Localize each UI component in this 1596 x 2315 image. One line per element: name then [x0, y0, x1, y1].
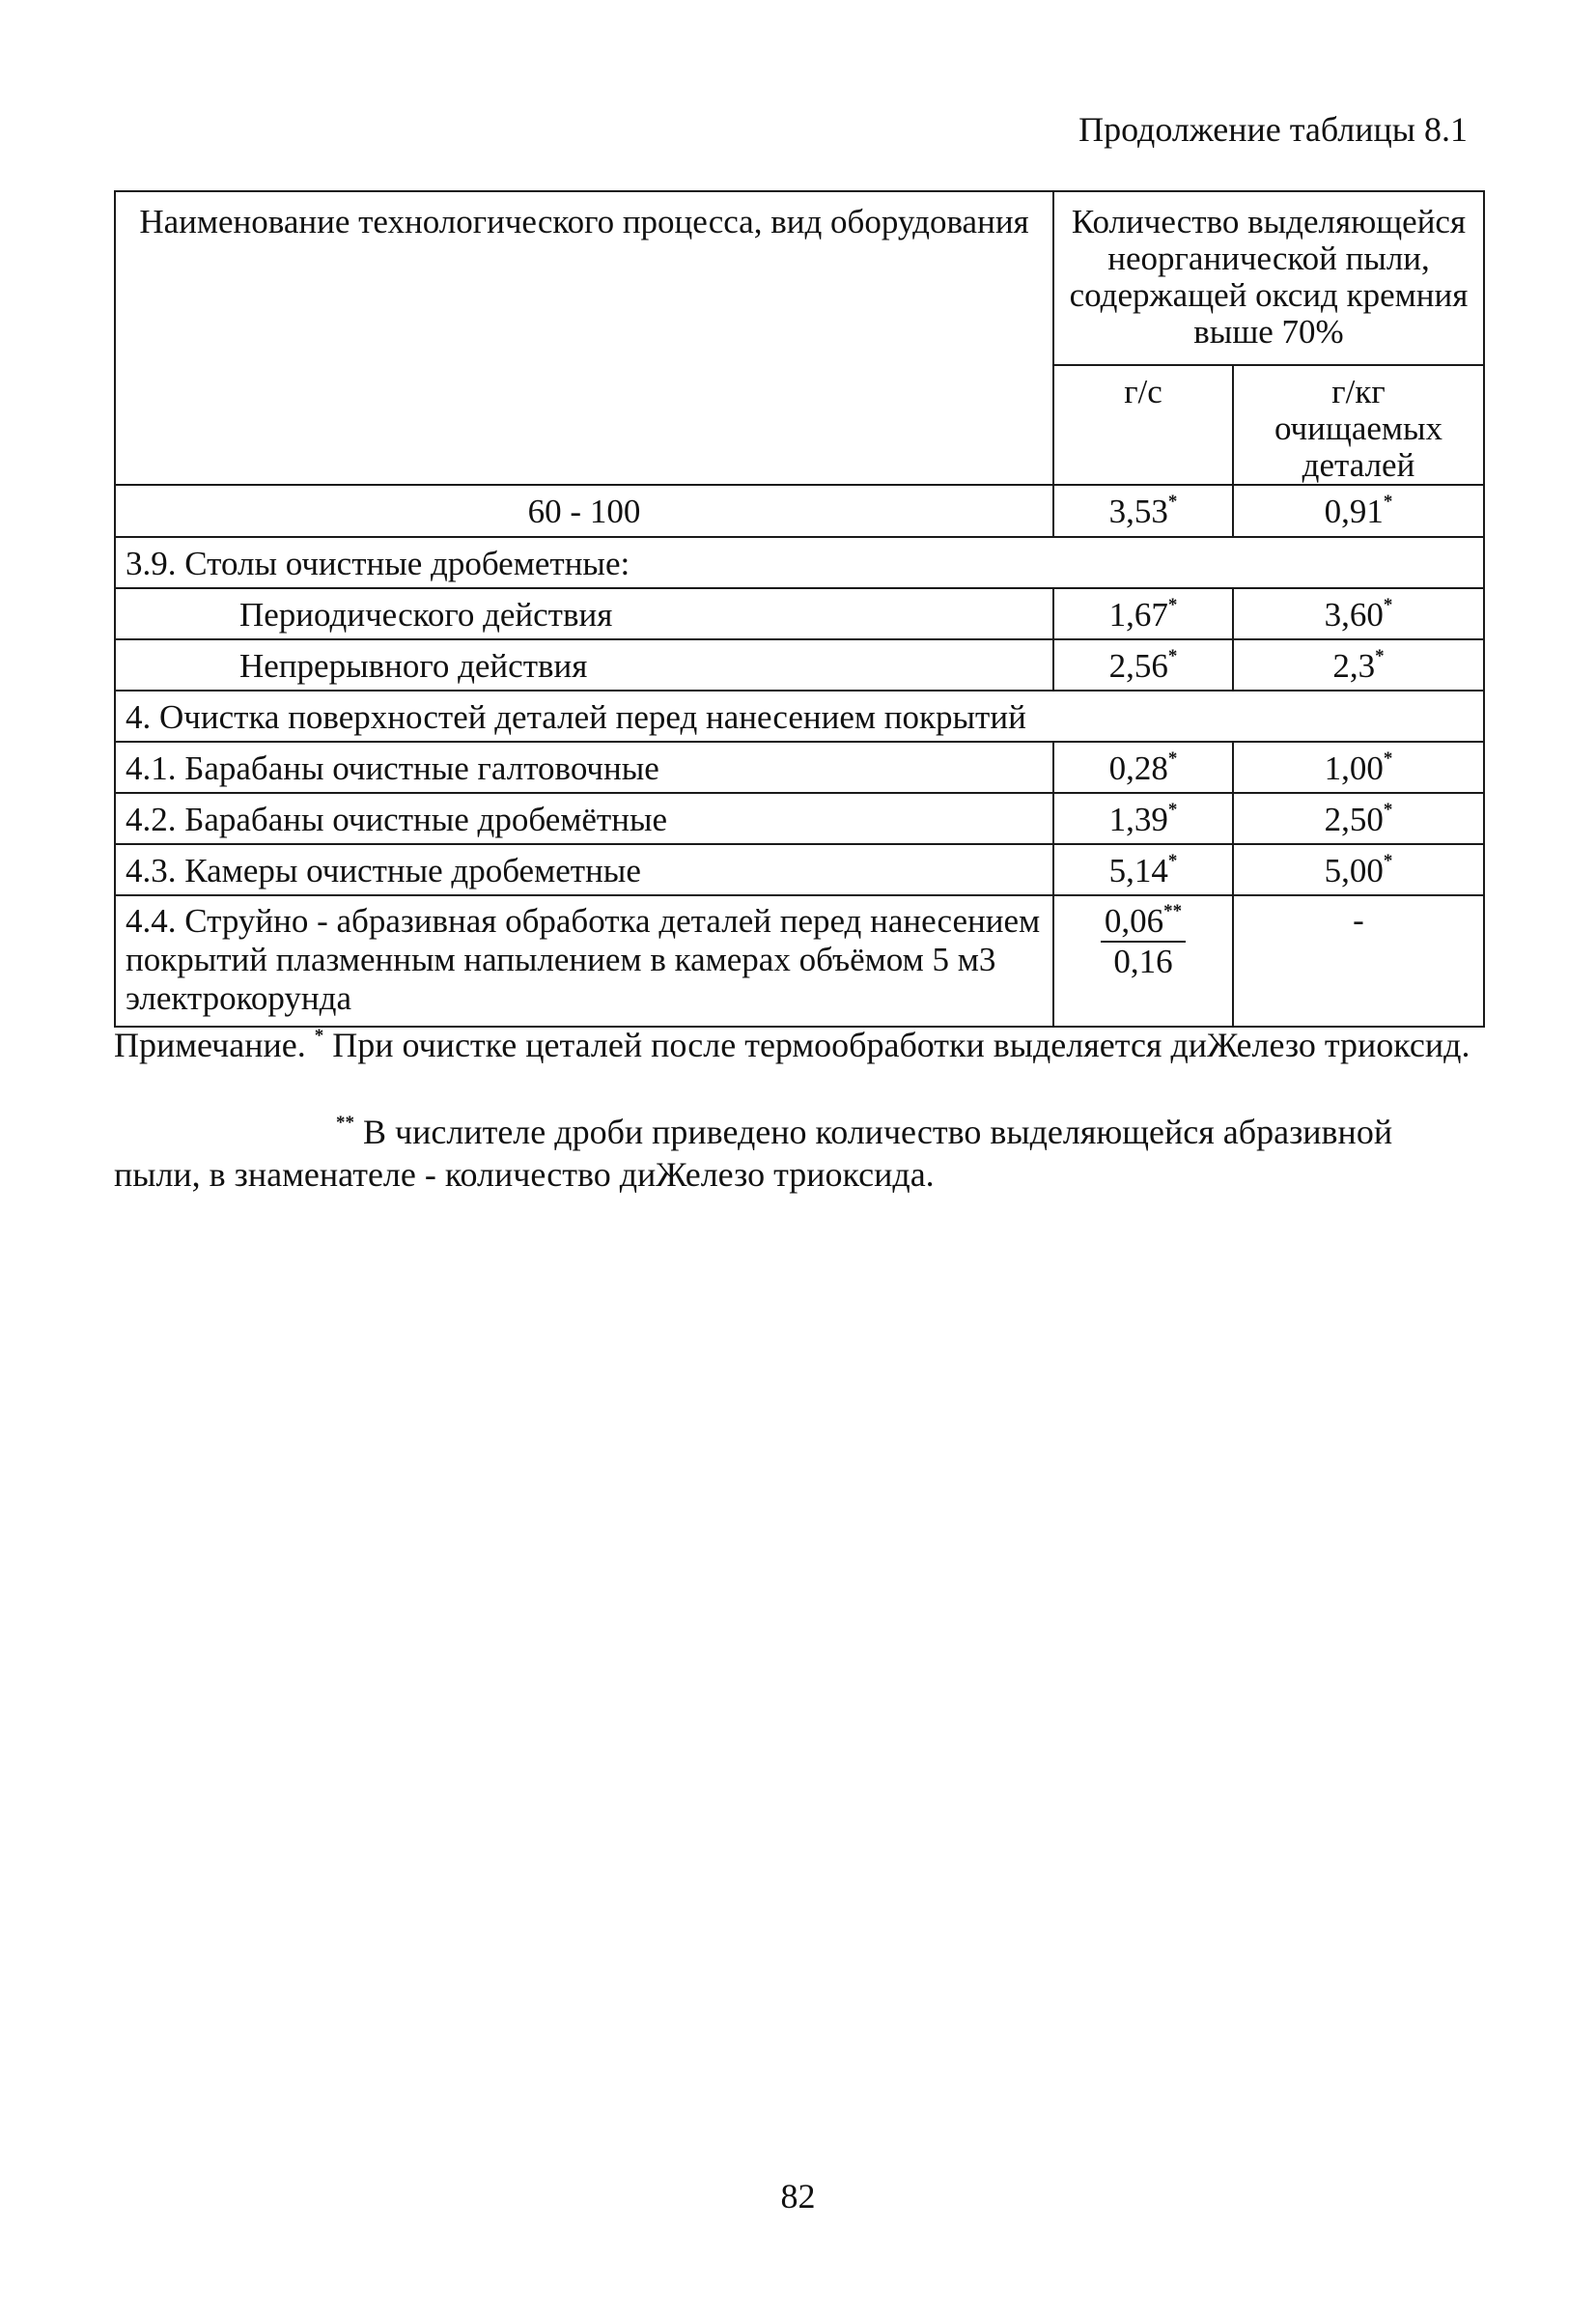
table-row [115, 588, 1484, 639]
row-gkg [1233, 844, 1484, 895]
row-gs [1053, 639, 1233, 691]
fraction-denominator: 0,16 [1113, 943, 1173, 980]
section-title: 3.9. Столы очистные дробеметные: [115, 537, 1484, 588]
row-gs [1053, 844, 1233, 895]
footnote-mark: * [1167, 492, 1178, 512]
fraction [1101, 902, 1186, 981]
table-row [115, 793, 1484, 844]
footnote-mark: * [1383, 748, 1393, 769]
footnote-mark: * [1375, 646, 1385, 666]
row-gs [1053, 485, 1233, 537]
row-gkg [1233, 793, 1484, 844]
row-name: Периодического действия [115, 588, 1053, 639]
footnote-2 [114, 1111, 1483, 1196]
row-name: 4.2. Барабаны очистные дробемётные [115, 793, 1053, 844]
value-text: 5,00 [1324, 852, 1384, 889]
footnote-mark: * [1383, 800, 1393, 820]
footnote-mark: ** [336, 1113, 354, 1133]
table-caption: Продолжение таблицы 8.1 [1078, 110, 1468, 149]
table-section-row [115, 537, 1484, 588]
note-indent [114, 1113, 336, 1151]
footnote-mark: * [1167, 800, 1178, 820]
header-process-name-text: Наименование технологического процесса, вид оборудования [139, 203, 1029, 240]
table-row [115, 639, 1484, 691]
footnote-1 [114, 1024, 1483, 1066]
value-text: 0,06 [1104, 902, 1164, 940]
value-text: 1,00 [1324, 749, 1384, 787]
row-gkg [1233, 639, 1484, 691]
footnote-mark: * [1167, 748, 1178, 769]
note-text: При очистке цеталей после термообработки выделяется диЖелезо триоксид. [332, 1026, 1470, 1064]
header-process-name [115, 191, 1053, 485]
emissions-table [114, 190, 1485, 1028]
row-gkg: - [1233, 895, 1484, 1027]
value-text: 2,3 [1332, 647, 1376, 685]
row-name: Непрерывного действия [115, 639, 1053, 691]
note-prefix: Примечание. [114, 1026, 306, 1064]
row-gs [1053, 793, 1233, 844]
row-name: 4.3. Камеры очистные дробеметные [115, 844, 1053, 895]
footnote-mark: * [1167, 646, 1178, 666]
value-text: 3,60 [1324, 596, 1384, 634]
value-text: 2,56 [1108, 647, 1168, 685]
row-gkg [1233, 742, 1484, 793]
value-text: 2,50 [1324, 801, 1384, 838]
page-number: 82 [780, 2177, 816, 2216]
note-text: В числителе дроби приведено количество выделяющейся абразивной пыли, в знаменателе - количество диЖелезо триоксида. [114, 1113, 1393, 1194]
row-gkg [1233, 588, 1484, 639]
footnote-mark: * [1383, 595, 1393, 615]
table-header-row [115, 191, 1484, 365]
value-text: 1,39 [1108, 801, 1168, 838]
table-section-row [115, 691, 1484, 742]
header-gs: г/с [1053, 365, 1233, 485]
value-text: 3,53 [1108, 493, 1168, 530]
footnote-mark: * [314, 1026, 324, 1046]
section-title: 4. Очистка поверхностей деталей перед нанесением покрытий [115, 691, 1484, 742]
value-text: 0,28 [1108, 749, 1168, 787]
value-text: 1,67 [1108, 596, 1168, 634]
row-name: 4.1. Барабаны очистные галтовочные [115, 742, 1053, 793]
row-gs [1053, 895, 1233, 1027]
row-name: 4.4. Струйно - абразивная обработка деталей перед нанесением покрытий плазменным напылением в камерах объёмом 5 м3 электрокорунда [115, 895, 1053, 1027]
row-gkg [1233, 485, 1484, 537]
footnote-mark: * [1383, 492, 1393, 512]
value-text: 0,91 [1324, 493, 1384, 530]
row-gs [1053, 742, 1233, 793]
row-name: 60 - 100 [115, 485, 1053, 537]
footnote-mark: * [1167, 595, 1178, 615]
footnote-mark: * [1383, 851, 1393, 871]
footnote-mark: * [1167, 851, 1178, 871]
table-row [115, 895, 1484, 1027]
header-gkg: г/кг очищаемых деталей [1233, 365, 1484, 485]
value-text: 5,14 [1108, 852, 1168, 889]
row-gs [1053, 588, 1233, 639]
table-row [115, 742, 1484, 793]
fraction-numerator [1101, 902, 1186, 943]
header-dust-quantity-text: Количество выделяющейся неорганической пыли, содержащей оксид кремния выше 70% [1069, 203, 1469, 351]
header-dust-quantity [1053, 191, 1484, 365]
footnote-mark: ** [1163, 901, 1183, 921]
table-row [115, 844, 1484, 895]
table-row [115, 485, 1484, 537]
